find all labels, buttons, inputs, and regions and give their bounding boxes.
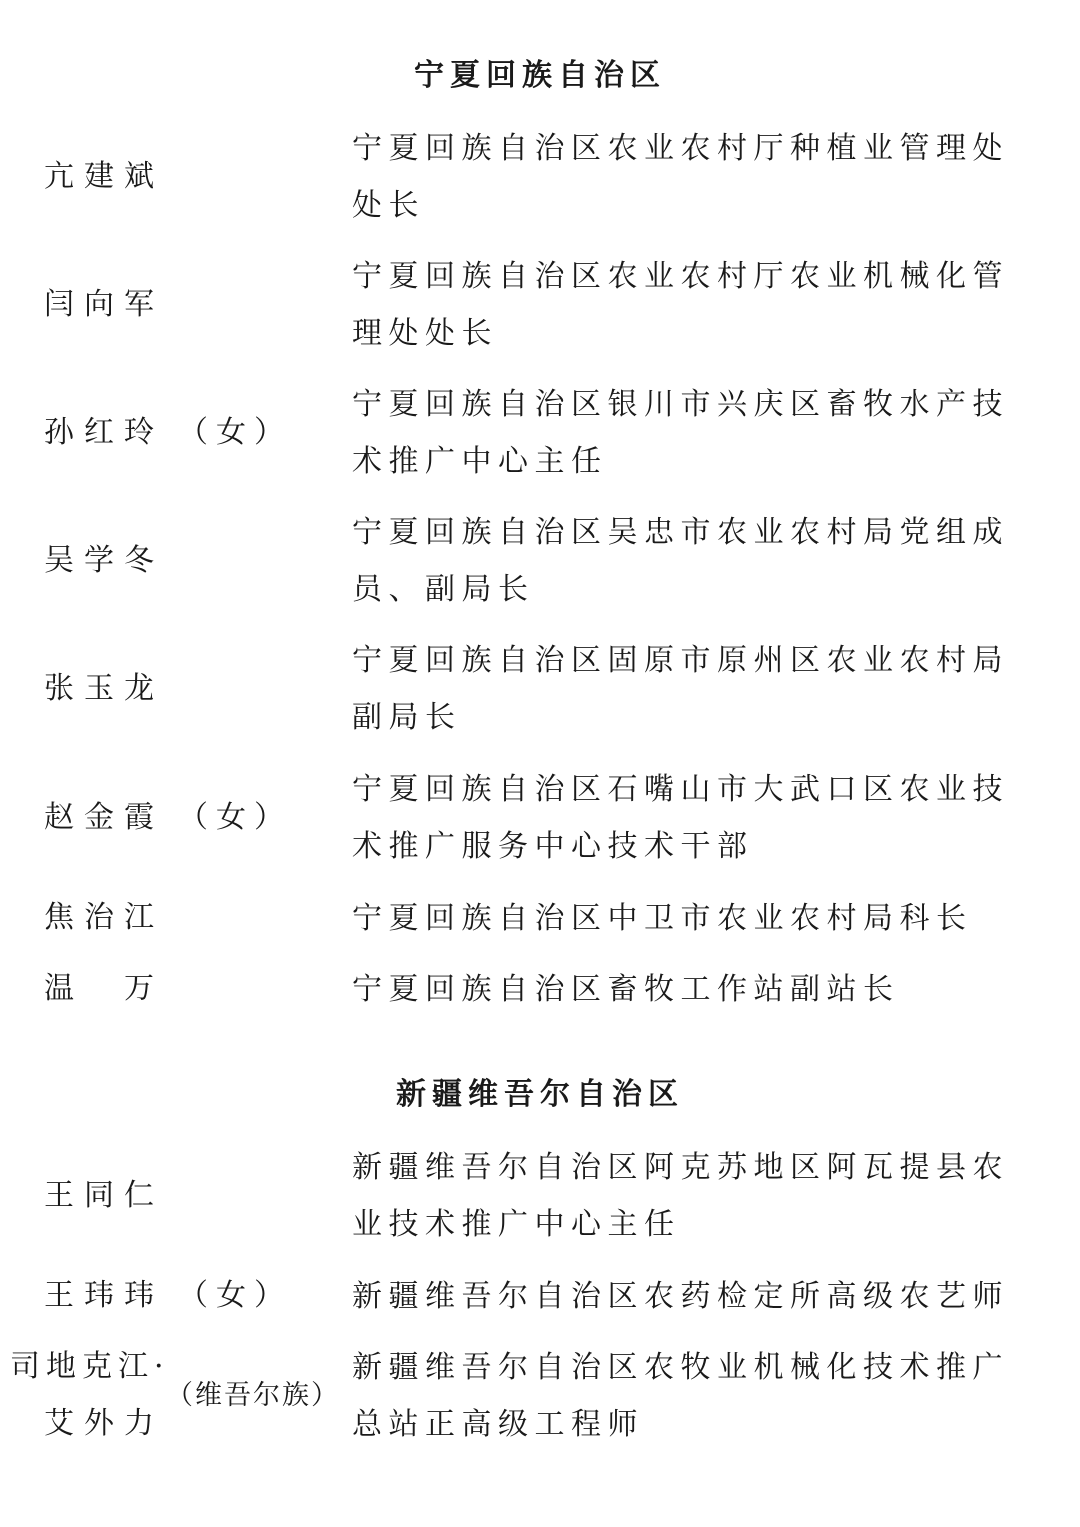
person-name: 焦治江 [44, 900, 164, 935]
person-title: 宁夏回族自治区中卫市农业农村局科长 [352, 901, 973, 936]
person-name: 孙红玲 （女） [44, 415, 292, 450]
person-title: 宁夏回族自治区石嘴山市大武口区农业技术推广服务中心技术干部 [352, 772, 1009, 864]
person-title: 新疆维吾尔自治区阿克苏地区阿瓦提县农业技术推广中心主任 [352, 1150, 1009, 1242]
person-name: 王玮玮 （女） [44, 1278, 292, 1313]
person-name: 温 万 [44, 971, 164, 1006]
section-title-xinjiang: 新疆维吾尔自治区 [396, 1077, 684, 1112]
gender-note: （女） [178, 415, 292, 450]
section-title-ningxia: 宁夏回族自治区 [414, 58, 666, 93]
person-title: 宁夏回族自治区固原市原州区农业农村局副局长 [352, 643, 1009, 735]
person-name: 亢建斌 [44, 159, 164, 194]
gender-note: （女） [178, 1278, 292, 1313]
person-title: 宁夏回族自治区农业农村厅农业机械化管理处处长 [352, 259, 1009, 351]
person-name-line2: 艾外力 [44, 1406, 164, 1441]
person-name-line1: 司地克江· [10, 1349, 170, 1384]
person-title: 宁夏回族自治区农业农村厅种植业管理处处长 [352, 131, 1009, 223]
person-name: 闫向军 [44, 287, 164, 322]
person-name: 赵金霞 （女） [44, 800, 292, 835]
person-name: 吴学冬 [44, 543, 164, 578]
person-name: 张玉龙 [44, 671, 164, 706]
person-name: 王同仁 [44, 1178, 164, 1213]
person-title: 宁夏回族自治区吴忠市农业农村局党组成员、副局长 [352, 515, 1009, 607]
ethnicity-note: （维吾尔族） [166, 1380, 340, 1411]
person-title: 新疆维吾尔自治区农牧业机械化技术推广总站正高级工程师 [352, 1350, 1009, 1442]
person-title: 宁夏回族自治区畜牧工作站副站长 [352, 972, 900, 1007]
person-title: 新疆维吾尔自治区农药检定所高级农艺师 [352, 1279, 1009, 1314]
gender-note: （女） [178, 800, 292, 835]
person-title: 宁夏回族自治区银川市兴庆区畜牧水产技术推广中心主任 [352, 387, 1009, 479]
